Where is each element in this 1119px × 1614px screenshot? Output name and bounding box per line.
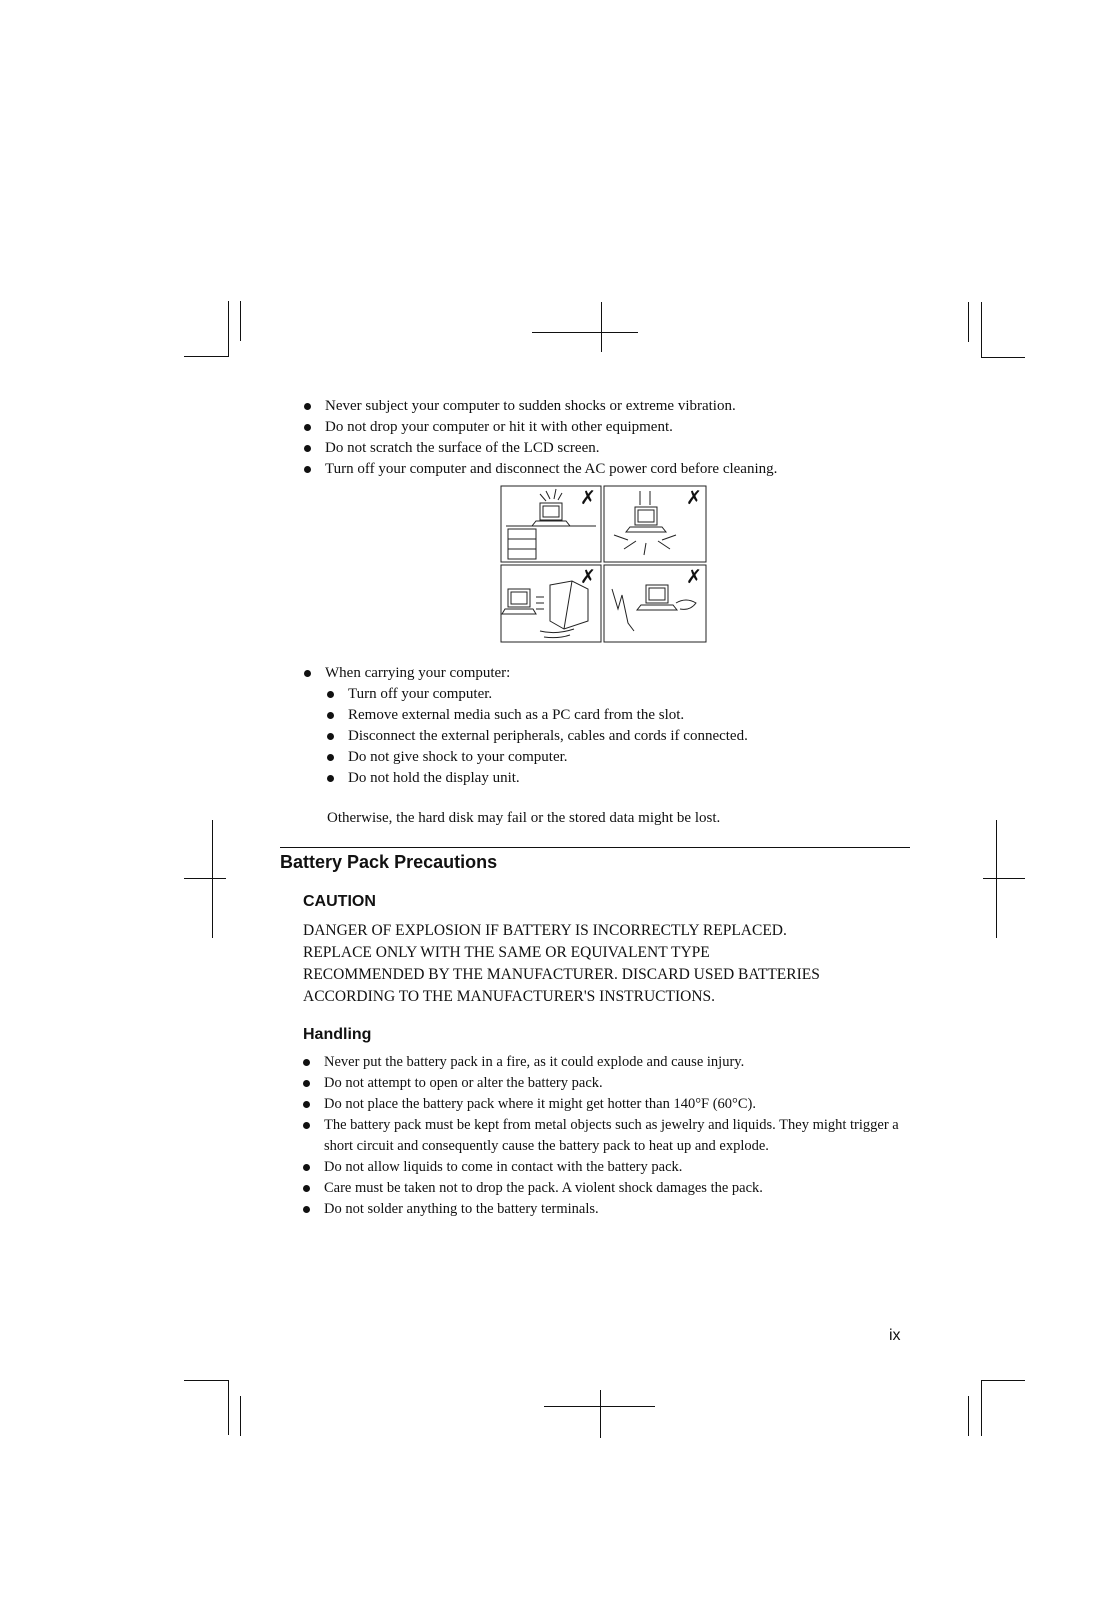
computer-with-cord-icon [612, 585, 696, 631]
prohibited-mark: ✗ [580, 488, 596, 509]
precautions-list [302, 396, 902, 480]
list-item: Do not drop your computer or hit it with other equipment. [302, 417, 902, 438]
carrying-section [302, 663, 902, 789]
list-item: Do not allow liquids to come in contact with the battery pack. [301, 1157, 901, 1178]
list-item: The battery pack must be kept from metal objects such as jewelry and liquids. They might trigger a short circuit and consequently cause the battery pack to heat up and explode. [301, 1115, 901, 1157]
page-number: ix [889, 1327, 901, 1344]
caution-line: DANGER OF EXPLOSION IF BATTERY IS INCORRECTLY REPLACED. [303, 922, 787, 939]
caution-line: REPLACE ONLY WITH THE SAME OR EQUIVALENT TYPE [303, 944, 710, 961]
list-item: Remove external media such as a PC card from the slot. [325, 705, 902, 726]
caution-line: RECOMMENDED BY THE MANUFACTURER. DISCARD USED BATTERIES [303, 966, 820, 983]
section-title: Battery Pack Precautions [280, 852, 498, 872]
list-item: Turn off your computer and disconnect the AC power cord before cleaning. [302, 459, 902, 480]
caution-text [303, 920, 903, 1008]
carrying-note: Otherwise, the hard disk may fail or the stored data might be lost. [327, 810, 721, 826]
list-item: Never subject your computer to sudden shocks or extreme vibration. [302, 396, 902, 417]
handling-heading: Handling [303, 1026, 372, 1043]
list-item: Do not give shock to your computer. [325, 747, 902, 768]
list-item: Never put the battery pack in a fire, as it could explode and cause injury. [301, 1052, 901, 1073]
list-item: Disconnect the external peripherals, cables and cords if connected. [325, 726, 902, 747]
list-item: Do not hold the display unit. [325, 768, 902, 789]
list-item: Do not solder anything to the battery terminals. [301, 1199, 901, 1220]
computer-dropping-icon [614, 491, 676, 555]
section-divider [280, 847, 910, 848]
caution-line: ACCORDING TO THE MANUFACTURER'S INSTRUCTIONS. [303, 988, 716, 1005]
caution-heading: CAUTION [303, 893, 376, 910]
computer-near-speaker-icon [502, 581, 588, 638]
list-item: Do not attempt to open or alter the battery pack. [301, 1073, 901, 1094]
handling-list [301, 1052, 901, 1220]
list-item [302, 663, 902, 789]
list-item: Do not place the battery pack where it might get hotter than 140°F (60°C). [301, 1094, 901, 1115]
prohibited-mark: ✗ [686, 488, 702, 509]
carrying-sublist [325, 684, 902, 789]
list-item: Turn off your computer. [325, 684, 902, 705]
prohibited-mark: ✗ [686, 567, 702, 588]
precautions-illustration [500, 485, 707, 643]
list-item: Do not scratch the surface of the LCD screen. [302, 438, 902, 459]
list-item: Care must be taken not to drop the pack. A violent shock damages the pack. [301, 1178, 901, 1199]
carrying-intro: When carrying your computer: [325, 665, 511, 681]
prohibited-mark: ✗ [580, 567, 596, 588]
